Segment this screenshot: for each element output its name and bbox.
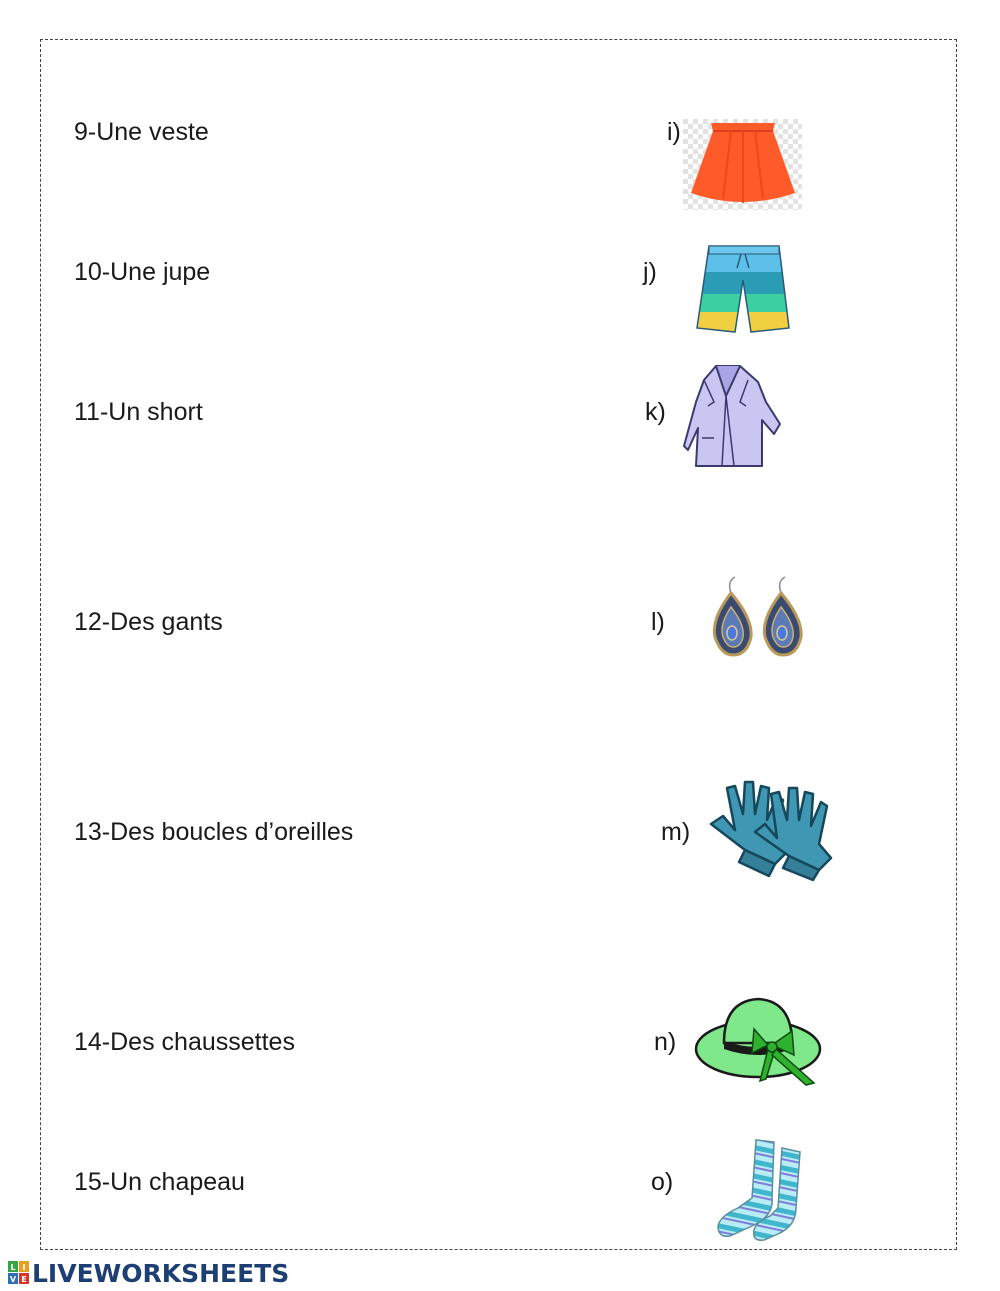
letter-l: l)	[651, 608, 665, 636]
letter-m: m)	[661, 818, 691, 846]
earrings-image	[707, 575, 813, 658]
socks-image	[712, 1136, 810, 1244]
letter-i: i)	[667, 118, 681, 146]
liveworksheets-logo-icon	[8, 1261, 30, 1285]
jacket-image	[682, 362, 782, 470]
letter-o: o)	[651, 1168, 674, 1196]
logo-letter-e: E	[21, 1275, 27, 1284]
term-12: 12-Des gants	[74, 608, 223, 636]
hat-image	[694, 995, 824, 1087]
term-9: 9-Une veste	[74, 118, 209, 146]
skirt-image	[683, 119, 802, 210]
term-11: 11-Un short	[74, 398, 203, 426]
footer-branding	[8, 1258, 289, 1288]
logo-letter-v: V	[9, 1275, 17, 1284]
term-10: 10-Une jupe	[74, 258, 211, 286]
letter-k: k)	[645, 398, 666, 426]
term-13: 13-Des boucles d’oreilles	[74, 818, 354, 846]
brand-name: LIVEWORKSHEETS	[32, 1258, 290, 1288]
letter-n: n)	[654, 1028, 677, 1056]
letter-j: j)	[643, 258, 657, 286]
shorts-image	[695, 242, 791, 335]
term-14: 14-Des chaussettes	[74, 1028, 295, 1056]
term-15: 15-Un chapeau	[74, 1168, 245, 1196]
gloves-image	[705, 780, 840, 882]
logo-letter-i: I	[22, 1263, 26, 1272]
logo-letter-l: L	[10, 1263, 16, 1272]
